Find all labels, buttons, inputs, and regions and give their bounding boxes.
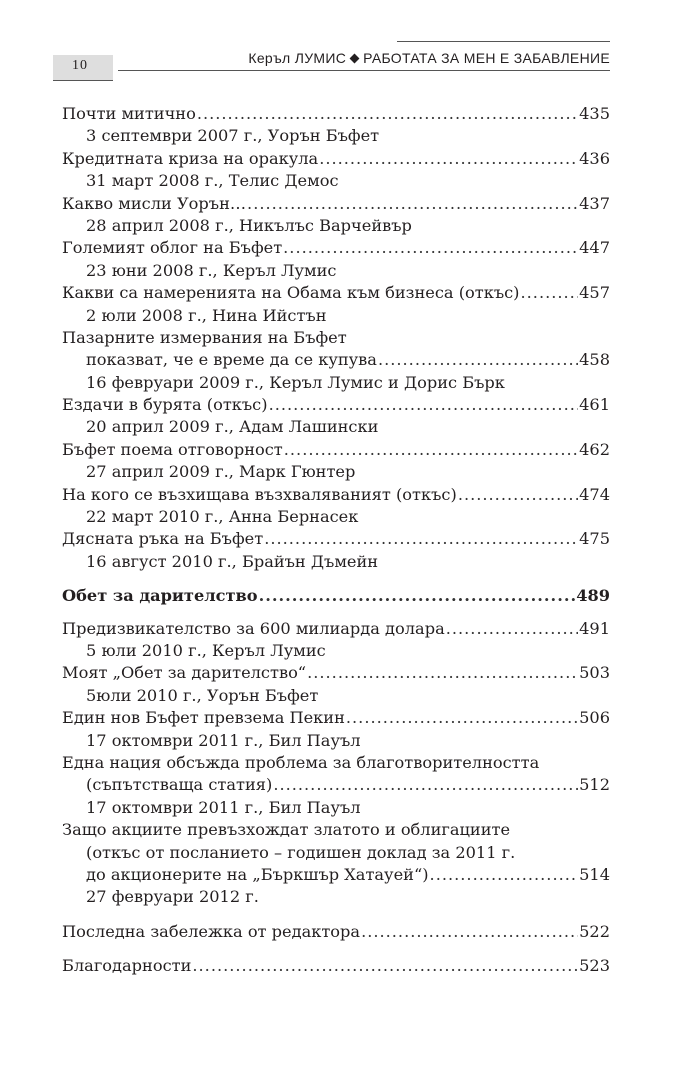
toc-entry-page: 435 xyxy=(579,104,610,123)
toc-entry-page: 447 xyxy=(579,238,610,258)
section-gap xyxy=(62,909,610,921)
dot-leader xyxy=(283,237,578,259)
toc-entry-title: Пазарните измервания на Бъфет xyxy=(62,327,347,347)
toc-entry-title: Предизвикателство за 600 милиарда долара xyxy=(62,618,445,638)
toc-entry-title: Бъфет поема отговорност xyxy=(62,439,283,459)
toc-entry-page: 506 xyxy=(579,708,610,728)
toc-entry-page: 512 xyxy=(579,775,610,795)
toc-entry-title: Една нация обсъжда проблема за благотворителността xyxy=(62,752,540,772)
byline-text: 27 април 2009 г., Марк Гюнтер xyxy=(86,462,356,482)
toc-entry-title-line[interactable] xyxy=(62,752,610,774)
toc-entry[interactable] xyxy=(62,148,610,170)
toc-entry[interactable] xyxy=(62,528,610,550)
toc-entry[interactable] xyxy=(62,193,610,215)
toc-entry[interactable] xyxy=(62,955,610,977)
toc-entry-byline xyxy=(62,506,610,528)
toc-entry-page: 474 xyxy=(579,484,610,504)
toc-entry-title-line[interactable] xyxy=(62,819,610,841)
toc-entry-title: Кредитната криза на оракула xyxy=(62,148,319,168)
toc-entry-byline xyxy=(62,305,610,327)
dot-leader xyxy=(361,921,578,943)
toc-entry-byline xyxy=(62,461,610,483)
toc-entry-byline xyxy=(62,797,610,819)
byline-text: 17 октомври 2011 г., Бил Пауъл xyxy=(86,797,361,817)
toc-entry-page: 522 xyxy=(579,921,610,941)
section-gap xyxy=(62,943,610,955)
toc-entry-page: 503 xyxy=(579,663,610,683)
toc-entry[interactable] xyxy=(62,103,610,125)
toc-entry[interactable] xyxy=(62,864,610,886)
dot-leader xyxy=(264,528,578,550)
dot-leader xyxy=(458,484,578,506)
dot-leader xyxy=(430,864,579,886)
dot-leader xyxy=(197,103,578,125)
header-rule xyxy=(118,70,610,71)
header-book-title: РАБОТАТА ЗА МЕН Е ЗАБАВЛЕНИЕ xyxy=(363,50,610,66)
toc-entry-byline xyxy=(62,416,610,438)
byline-text: 5юли 2010 г., Уорън Бъфет xyxy=(86,685,319,705)
toc-entry-page: 436 xyxy=(579,148,610,168)
header-rule-left xyxy=(53,80,113,81)
header-rule-top xyxy=(397,41,610,42)
toc-entry[interactable] xyxy=(62,394,610,416)
dot-leader xyxy=(192,955,578,977)
byline-text: 31 март 2008 г., Телис Демос xyxy=(86,171,339,191)
toc-entry-title: На кого се възхищава възхваляваният (откъс) xyxy=(62,484,457,504)
byline-text: 22 март 2010 г., Анна Бернасек xyxy=(86,507,359,527)
toc-entry-title-cont: (съпътстваща статия) xyxy=(86,775,273,795)
dot-leader xyxy=(247,193,578,215)
dot-leader xyxy=(307,662,578,684)
toc-entry-title-line[interactable] xyxy=(62,327,610,349)
toc-section-heading[interactable] xyxy=(62,585,610,607)
toc-entry[interactable] xyxy=(62,484,610,506)
byline-text: 23 юни 2008 г., Керъл Лумис xyxy=(86,260,337,280)
toc-entry-page: 514 xyxy=(579,864,610,884)
header-author: Керъл ЛУМИС xyxy=(248,50,347,66)
toc-entry-title: Ездачи в бурята (откъс) xyxy=(62,395,268,415)
section-gap xyxy=(62,573,610,585)
toc-entry-byline xyxy=(62,260,610,282)
toc-entry-title-line[interactable] xyxy=(62,842,610,864)
table-of-contents xyxy=(62,103,610,977)
toc-entry-page: 475 xyxy=(579,529,610,549)
toc-entry-title: Големият облог на Бъфет xyxy=(62,238,283,258)
byline-text: 27 февруари 2012 г. xyxy=(86,887,259,907)
toc-entry-page: 457 xyxy=(579,283,610,303)
toc-entry-byline xyxy=(62,215,610,237)
dot-leader xyxy=(259,585,576,607)
toc-entry-title-cont: (откъс от посланието – годишен доклад за 2011 г. xyxy=(86,842,516,862)
toc-entry-title-cont: показват, че е време да се купува xyxy=(86,350,377,370)
toc-entry-page: 437 xyxy=(579,193,610,213)
byline-text: 2 юли 2008 г., Нина Ийстън xyxy=(86,305,327,325)
toc-entry[interactable] xyxy=(62,921,610,943)
byline-text: 28 април 2008 г., Никълъс Варчейвър xyxy=(86,215,412,235)
toc-entry-title: Един нов Бъфет превзема Пекин xyxy=(62,708,345,728)
toc-entry[interactable] xyxy=(62,618,610,640)
toc-entry[interactable] xyxy=(62,282,610,304)
section-page: 489 xyxy=(576,586,610,606)
dot-leader xyxy=(269,394,579,416)
dot-leader xyxy=(521,282,579,304)
toc-entry-title: Защо акциите превъзхождат златото и облигациите xyxy=(62,820,511,840)
running-header xyxy=(248,50,610,66)
byline-text: 16 февруари 2009 г., Керъл Лумис и Дорис Бърк xyxy=(86,372,505,392)
dot-leader xyxy=(284,439,578,461)
toc-entry-byline xyxy=(62,886,610,908)
toc-entry[interactable] xyxy=(62,662,610,684)
toc-entry[interactable] xyxy=(62,439,610,461)
page-number: 10 xyxy=(72,58,88,73)
byline-text: 20 април 2009 г., Адам Лашински xyxy=(86,417,379,437)
toc-entry-title: Какво мисли Уорън… xyxy=(62,193,247,213)
toc-entry-page: 458 xyxy=(579,350,610,370)
dot-leader xyxy=(346,707,578,729)
byline-text: 5 юли 2010 г., Керъл Лумис xyxy=(86,640,326,660)
toc-entry-title-cont: до акционерите на „Бъркшър Хатауей“) xyxy=(86,864,429,884)
toc-entry-byline xyxy=(62,640,610,662)
toc-entry-page: 462 xyxy=(579,439,610,459)
toc-entry[interactable] xyxy=(62,349,610,371)
toc-entry-page: 491 xyxy=(579,618,610,638)
toc-entry[interactable] xyxy=(62,707,610,729)
toc-entry-title: Дясната ръка на Бъфет xyxy=(62,529,264,549)
dot-leader xyxy=(319,148,578,170)
toc-entry-title: Моят „Обет за дарителство“ xyxy=(62,663,307,683)
dot-leader xyxy=(446,618,578,640)
toc-entry-byline xyxy=(62,685,610,707)
byline-text: 16 август 2010 г., Брайън Дъмейн xyxy=(86,551,379,571)
toc-entry-title: Какви са намеренията на Обама към бизнеса (откъс) xyxy=(62,283,520,303)
toc-entry[interactable] xyxy=(62,774,610,796)
toc-entry-page: 523 xyxy=(579,956,610,976)
byline-text: 17 октомври 2011 г., Бил Пауъл xyxy=(86,730,361,750)
toc-entry-page: 461 xyxy=(579,395,610,415)
section-title: Обет за дарителство xyxy=(62,586,258,606)
dot-leader xyxy=(378,349,578,371)
toc-entry-title: Благодарности xyxy=(62,956,192,976)
toc-entry-byline xyxy=(62,125,610,147)
toc-entry-title: Последна забележка от редактора xyxy=(62,921,361,941)
toc-entry[interactable] xyxy=(62,237,610,259)
toc-entry-byline xyxy=(62,372,610,394)
toc-entry-byline xyxy=(62,551,610,573)
toc-entry-byline xyxy=(62,730,610,752)
toc-entry-byline xyxy=(62,170,610,192)
byline-text: 3 септември 2007 г., Уорън Бъфет xyxy=(86,126,380,146)
section-gap xyxy=(62,608,610,618)
toc-entry-title: Почти митично xyxy=(62,104,196,123)
diamond-icon xyxy=(350,54,360,64)
dot-leader xyxy=(273,774,578,796)
